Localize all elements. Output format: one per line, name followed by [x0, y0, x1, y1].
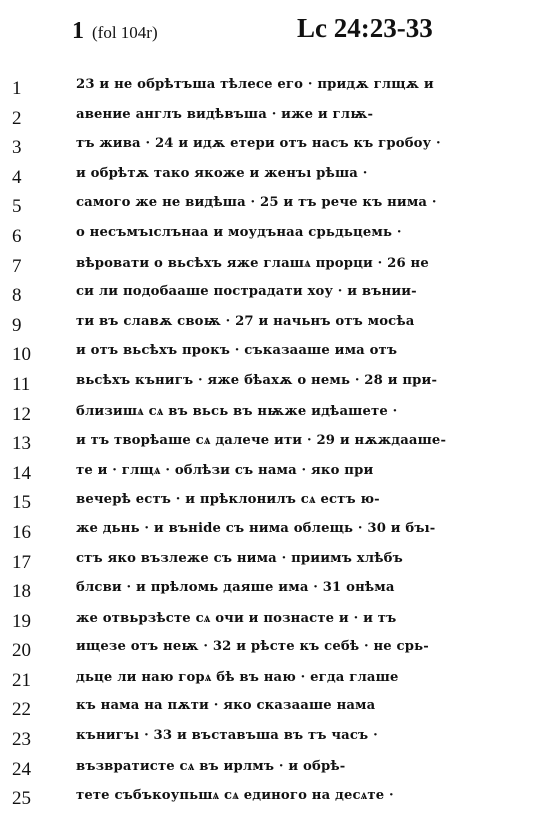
line-number: 25: [12, 788, 31, 810]
line-number: 24: [12, 758, 31, 780]
text-line: [0, 194, 551, 224]
text-line: [0, 490, 551, 520]
line-number: 7: [12, 255, 22, 277]
line-text: ищезе отъ неѭ · 32 и рѣсте къ себѣ · не срь-: [76, 639, 429, 655]
text-line: [0, 165, 551, 195]
line-text: стъ яко възлеже съ нима · приимъ хлѣбъ: [76, 550, 403, 566]
text-line: [0, 313, 551, 343]
line-number: 11: [12, 373, 31, 395]
text-line: [0, 431, 551, 461]
line-number: 17: [12, 551, 31, 573]
line-number: 20: [12, 640, 31, 662]
line-number: 14: [12, 462, 31, 484]
line-number: 6: [12, 225, 22, 247]
text-line: [0, 786, 551, 816]
line-number: 4: [12, 166, 22, 188]
line-text: о несъмъıслънаа и моудънаа срьдьцемь ·: [76, 224, 402, 240]
line-text: же отвьрзѣсте сѧ очи и познасте и · и тъ: [76, 610, 397, 626]
line-text: възвратистe сѧ въ ирлмъ · и обрѣ-: [76, 758, 346, 774]
line-number: 12: [12, 403, 31, 425]
line-text: близишѧ сѧ въ вьсь въ нѭже идѣашете ·: [76, 403, 398, 419]
text-line: [0, 757, 551, 787]
text-line: [0, 461, 551, 491]
page-header-left: [72, 18, 158, 45]
line-number: 21: [12, 669, 31, 691]
chapter-number: 1: [72, 18, 84, 44]
line-text: вечерѣ естъ · и прѣклонилъ сѧ естъ ю-: [76, 492, 380, 508]
text-line: [0, 609, 551, 639]
text-line: [0, 283, 551, 313]
text-line: [0, 520, 551, 550]
text-line: [0, 638, 551, 668]
text-line: [0, 727, 551, 757]
line-text: си ли подобааше пострадати хоу · и вънии-: [76, 284, 417, 300]
text-line: [0, 579, 551, 609]
line-text: кънигъı · 33 и въставъша въ тъ часъ ·: [76, 728, 378, 744]
text-line: [0, 697, 551, 727]
line-number: 16: [12, 521, 31, 543]
line-text: и тъ творѣаше сѧ далече ити · 29 и нѫждаашe-: [76, 433, 447, 449]
line-number: 22: [12, 699, 31, 721]
line-text: авение англъ видѣвъша · иже и глѭ-: [76, 106, 374, 122]
text-line: [0, 106, 551, 136]
line-number: 15: [12, 492, 31, 514]
line-text: те и · глщѧ · облѣзи съ нама · яко при: [76, 462, 374, 478]
text-line: [0, 550, 551, 580]
line-text: и обрѣтѫ тако якоже и женъı рѣша ·: [76, 165, 368, 181]
text-line: [0, 224, 551, 254]
line-text: 23 и не обрѣтъша тѣлесе его · придѫ глщѫ и: [76, 77, 434, 92]
line-number: 9: [12, 314, 22, 336]
text-line: [0, 135, 551, 165]
line-number: 13: [12, 433, 31, 455]
line-number: 18: [12, 581, 31, 603]
line-text: къ нама на пѫти · яко сказааше нама: [76, 698, 376, 714]
folio-label: (fol 104r): [92, 23, 158, 42]
line-number: 1: [12, 78, 22, 99]
text-line: [0, 372, 551, 402]
line-number: 19: [12, 610, 31, 632]
line-text: вѣровати о вьсѣхъ яже глашѧ прорци · 26 не: [76, 255, 429, 271]
line-text: ти въ славѫ своѭ · 27 и начьнъ отъ мосѣа: [76, 313, 415, 329]
line-text: самого же не видѣша · 25 и тъ рече къ нима ·: [76, 195, 437, 211]
line-text: блсви · и прѣломь даяше има · 31 онѣма: [76, 580, 395, 596]
line-text: тъ жива · 24 и идѫ етери отъ насъ къ гробоу ·: [76, 136, 441, 152]
line-text: тете събъкоупьшѧ сѧ единого на десѧте ·: [76, 788, 394, 804]
text-line: [0, 342, 551, 372]
text-line: [0, 402, 551, 432]
line-number: 2: [12, 107, 22, 129]
scripture-reference: Lc 24:23-33: [297, 13, 433, 43]
line-text: и отъ вьсѣхъ прокъ · съказааше има отъ: [76, 343, 398, 359]
line-number: 5: [12, 196, 22, 218]
line-number: 3: [12, 137, 22, 159]
text-line: [0, 254, 551, 284]
line-number: 23: [12, 729, 31, 751]
line-text: же дьнь · и вънide съ нима облещь · 30 и бъı-: [76, 520, 436, 536]
line-text: дьце ли наю горѧ бѣ въ наю · егда глаше: [76, 669, 399, 685]
text-lines: [0, 76, 551, 816]
line-number: 8: [12, 285, 22, 307]
line-text: вьсѣхъ кънигъ · яже бѣахѫ о немь · 28 и при-: [76, 372, 438, 388]
text-line: [0, 76, 551, 106]
text-line: [0, 668, 551, 698]
line-number: 10: [12, 344, 31, 366]
